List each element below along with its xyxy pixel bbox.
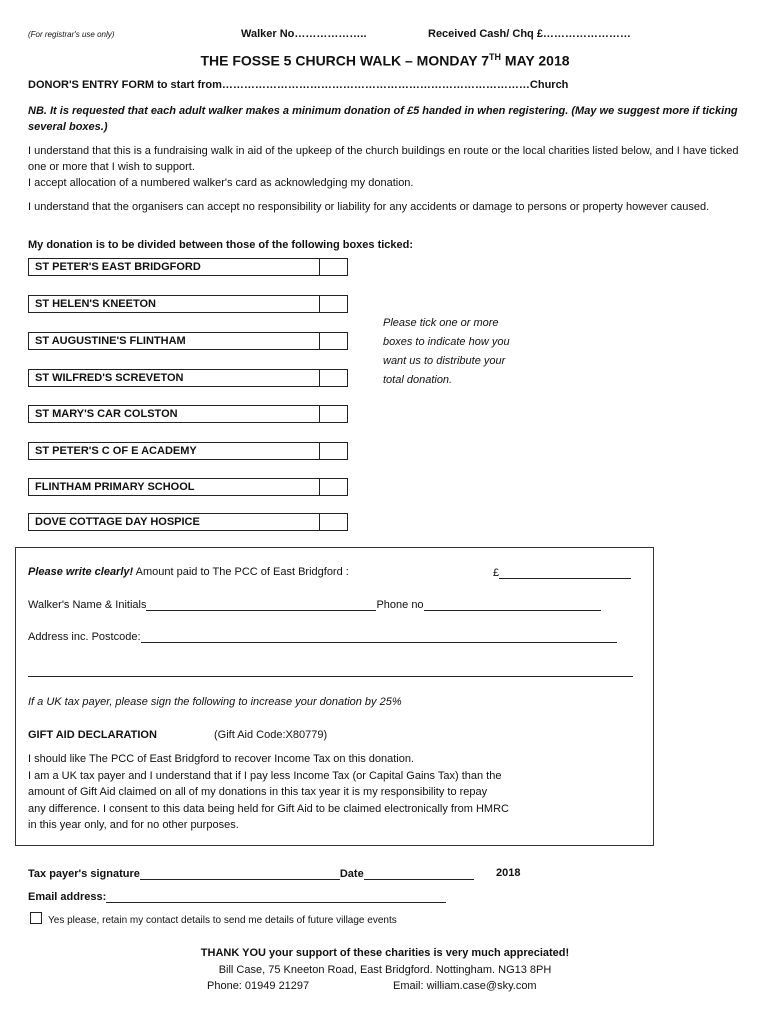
charity-row: FLINTHAM PRIMARY SCHOOL xyxy=(28,478,348,496)
charity-tick-box[interactable] xyxy=(319,258,347,276)
fundraising-paragraph: I understand that this is a fundraising walk in aid of the upkeep of the church buildings en route or the local charities listed below, and I have ticked one or more that I wish to support. I accept allocation of a numbered walker's card as acknowledging my donation. xyxy=(28,145,739,189)
tax-payer-note: If a UK tax payer, please sign the following to increase your donation by 25% xyxy=(28,696,402,708)
charity-tick-box[interactable] xyxy=(319,332,347,350)
signature-year: 2018 xyxy=(496,867,521,879)
consent-checkbox[interactable] xyxy=(30,912,42,924)
phone-label: Phone no xyxy=(376,599,424,611)
charity-row: ST MARY'S CAR COLSTON xyxy=(28,405,348,423)
write-clearly-label: Please write clearly! xyxy=(28,566,134,578)
charity-tick-box[interactable] xyxy=(319,442,347,460)
charity-row: ST PETER'S C OF E ACADEMY xyxy=(28,442,348,460)
address-row xyxy=(28,630,617,643)
page-title: THE FOSSE 5 CHURCH WALK – MONDAY 7TH MAY 2018 xyxy=(200,52,570,69)
email-field[interactable] xyxy=(106,890,446,903)
phone-field[interactable] xyxy=(424,598,601,611)
charity-row: ST PETER'S EAST BRIDGFORD xyxy=(28,258,348,276)
donor-entry-line: DONOR'S ENTRY FORM to start from…………………………………………………………………………Church xyxy=(28,79,569,91)
name-field[interactable] xyxy=(146,598,376,611)
address-label: Address inc. Postcode: xyxy=(28,631,141,643)
liability-paragraph: I understand that the organisers can accept no responsibility or liability for any accidents or damage to persons or property however caused. xyxy=(28,201,710,213)
charity-row: ST WILFRED'S SCREVETON xyxy=(28,369,348,387)
consent-label: Yes please, retain my contact details to send me details of future village events xyxy=(48,915,397,926)
contact-address: Bill Case, 75 Kneeton Road, East Bridgford. Nottingham. NG13 8PH xyxy=(218,964,552,976)
name-phone-row xyxy=(28,598,601,611)
registrar-note: (For registrar's use only) xyxy=(28,30,115,39)
gift-aid-code: (Gift Aid Code:X80779) xyxy=(214,729,328,741)
charity-row: DOVE COTTAGE DAY HOSPICE xyxy=(28,513,348,531)
contact-phone: Phone: 01949 21297 xyxy=(207,980,310,992)
charity-row: ST HELEN'S KNEETON xyxy=(28,295,348,313)
walker-number: Walker No……………….. xyxy=(241,28,367,40)
signature-label: Tax payer's signature xyxy=(28,868,140,880)
consent-row xyxy=(30,912,397,926)
name-label: Walker's Name & Initials xyxy=(28,599,147,611)
boxes-heading: My donation is to be divided between those of the following boxes ticked: xyxy=(28,239,414,251)
charity-tick-box[interactable] xyxy=(319,369,347,387)
thank-you-line: THANK YOU your support of these charities is very much appreciated! xyxy=(200,947,570,959)
charity-row: ST AUGUSTINE'S FLINTHAM xyxy=(28,332,348,350)
charity-tick-box[interactable] xyxy=(319,478,347,496)
amount-field[interactable]: £ xyxy=(493,566,631,579)
signature-row xyxy=(28,867,474,880)
date-label: Date xyxy=(339,868,364,880)
contact-email: Email: william.case@sky.com xyxy=(393,980,537,992)
charity-tick-box[interactable] xyxy=(319,513,347,531)
amount-label: Amount paid to The PCC of East Bridgford : xyxy=(135,566,349,578)
header-line xyxy=(28,28,728,44)
address-field-line2[interactable] xyxy=(28,676,633,677)
tick-instructions: Please tick one or more boxes to indicate how you want us to distribute your total donation. xyxy=(383,317,510,386)
gift-aid-declaration: I should like The PCC of East Bridgford to recover Income Tax on this donation. I am a UK tax payer and I understand that if I pay less Income Tax (or Capital Gains Tax) than the amount of Gift Aid claimed on all of my donations in this tax year it is my responsibility to repay any difference. I consent to this data being held for Gift Aid to be claimed electronically from HMRC in this year only, and for no other purposes. xyxy=(28,753,509,831)
email-row xyxy=(28,890,446,903)
amount-row xyxy=(28,566,349,578)
charity-tick-box[interactable] xyxy=(319,405,347,423)
address-field[interactable] xyxy=(141,630,617,643)
gift-aid-heading: GIFT AID DECLARATION xyxy=(28,729,157,741)
date-field[interactable] xyxy=(364,867,474,880)
received-cash: Received Cash/ Chq £…………………… xyxy=(428,28,631,40)
signature-field[interactable] xyxy=(140,867,340,880)
email-label: Email address: xyxy=(28,891,107,903)
nb-note: NB. It is requested that each adult walker makes a minimum donation of £5 handed in when registering. (May we suggest more if ticking several boxes.) xyxy=(28,105,738,133)
charity-tick-box[interactable] xyxy=(319,295,347,313)
